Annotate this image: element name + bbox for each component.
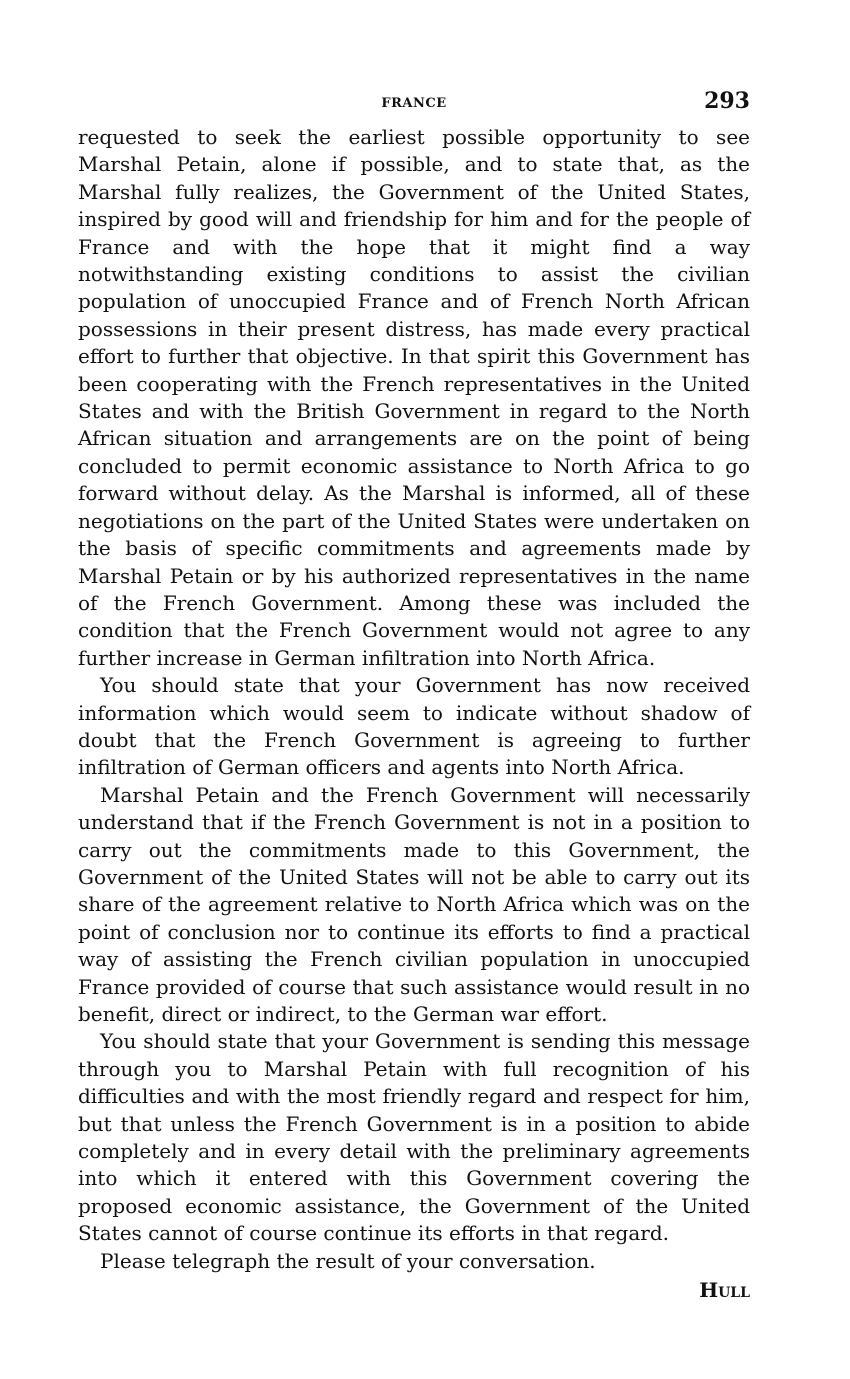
running-head [78, 88, 750, 120]
paragraph-4: You should state that your Government is sending this message through you to Marshal Petain with full recognition of his difficulties and with the most friendly regard and respect for him, but that unless the French Government is in a position to abide completely and in every detail with the preliminary agreements into which it entered with this Government covering the proposed economic assistance, the Government of the United States cannot of course continue its efforts in that regard. [78, 1029, 750, 1246]
paragraph-2: You should state that your Government has now received information which would seem to indicate without shadow of doubt that the French Government is agreeing to further infiltration of German officers and agents into North Africa. [78, 673, 750, 780]
running-title: FRANCE [381, 96, 447, 111]
signature: Hull [699, 1278, 750, 1303]
body-text [78, 124, 750, 1275]
document-page [78, 88, 750, 1304]
page-number: 293 [704, 88, 750, 114]
paragraph-1: requested to seek the earliest possible opportunity to see Marshal Petain, alone if possible, and to state that, as the Marshal fully realizes, the Government of the United States, inspired by good will and friendship for him and for the people of France and with the hope that it might find a way notwithstanding existing conditions to assist the civilian population of unoccupied France and of French North African possessions in their present distress, has made every practical effort to further that objective. In that spirit this Government has been cooperating with the French representatives in the United States and with the British Government in regard to the North African situation and arrangements are on the point of being concluded to permit economic assistance to North Africa to go forward without delay. As the Marshal is informed, all of these negotiations on the part of the United States were undertaken on the basis of specific commitments and agreements made by Marshal Petain or by his authorized representatives in the name of the French Government. Among these was included the condition that the French Government would not agree to any further increase in German infiltration into North Africa. [78, 125, 750, 670]
paragraph-5: Please telegraph the result of your conversation. [100, 1248, 596, 1273]
paragraph-3: Marshal Petain and the French Government will necessarily understand that if the French Government is not in a position to carry out the commitments made to this Government, the Government of the United States will not be able to carry out its share of the agreement relative to North Africa which was on the point of conclusion nor to continue its efforts to find a practical way of assisting the French civilian population in unoccupied France provided of course that such assistance would result in no benefit, direct or indirect, to the German war effort. [78, 782, 750, 1026]
